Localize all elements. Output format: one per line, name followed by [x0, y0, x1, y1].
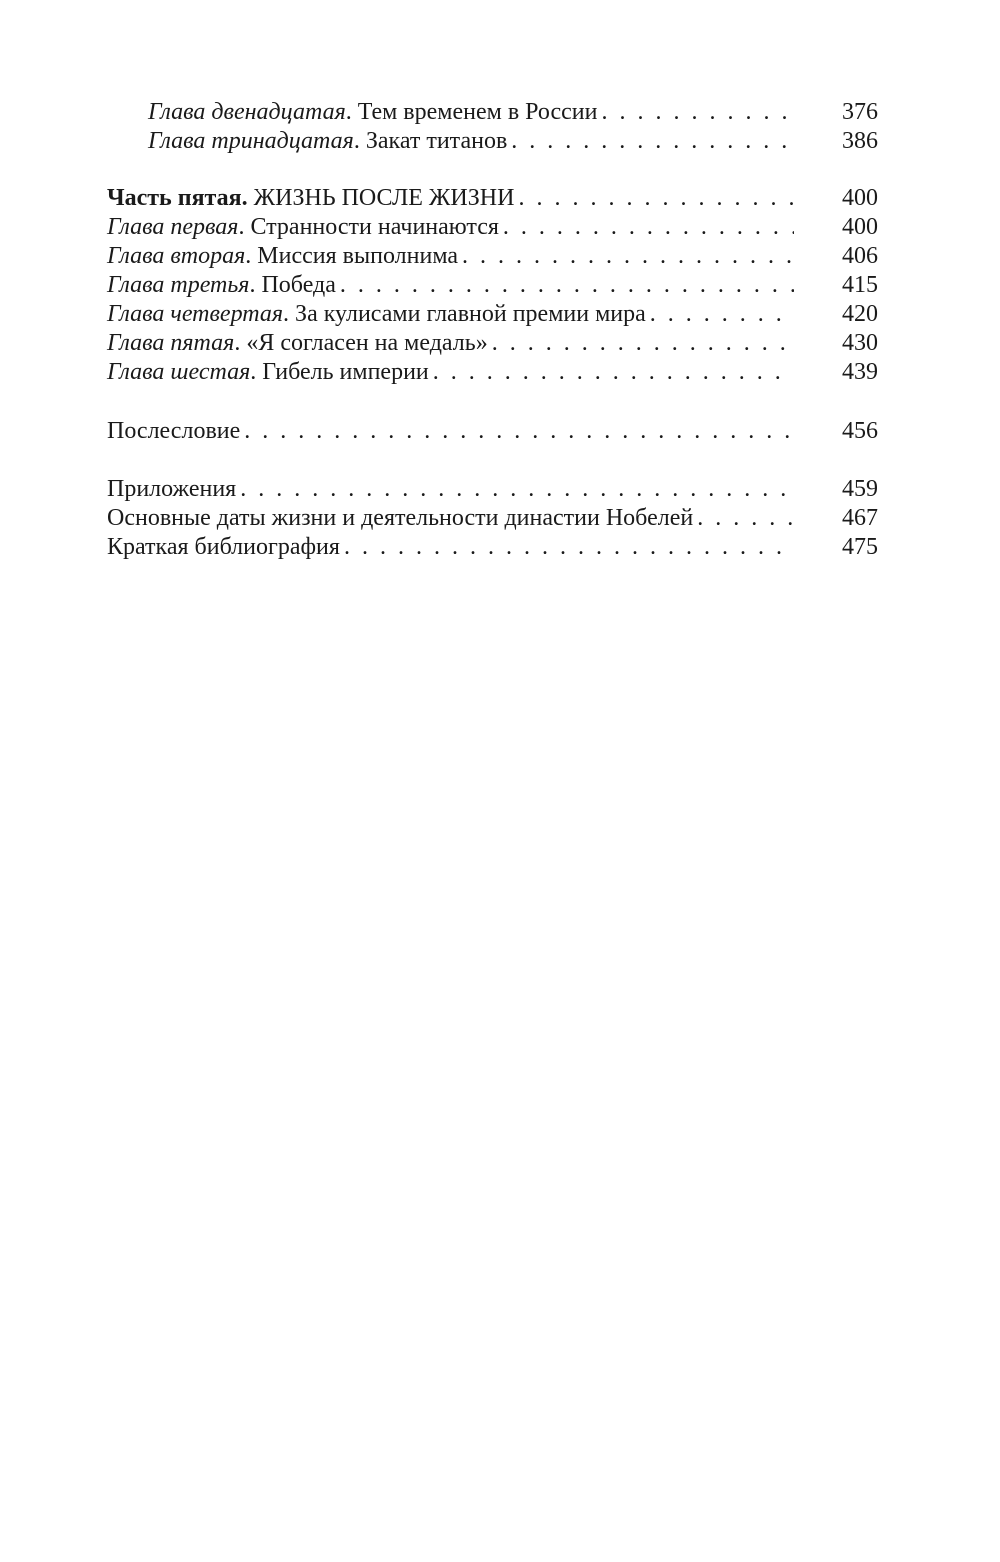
page-number: 400: [842, 214, 878, 240]
chapter-title: . Закат титанов: [353, 128, 508, 154]
chapter-title: . Миссия выполнима: [245, 243, 458, 269]
page-number: 475: [842, 534, 878, 560]
dot-leader: [601, 97, 794, 127]
toc-entry-chapter-3[interactable]: [107, 270, 798, 300]
chapter-label: Глава четвертая: [107, 301, 284, 327]
chapter-label: Глава третья: [107, 272, 250, 298]
page-number: 406: [842, 243, 878, 269]
chapter-title: . Гибель империи: [250, 359, 429, 385]
dot-leader: [492, 328, 794, 358]
dot-leader: [503, 212, 794, 242]
dot-leader: [650, 299, 794, 329]
dot-leader: [240, 474, 794, 504]
dot-leader: [340, 270, 794, 300]
toc-entry-chapter-12[interactable]: [148, 97, 798, 127]
chapter-label: Глава первая: [107, 214, 239, 240]
section-title: Приложения: [107, 476, 237, 502]
page-number: 459: [842, 476, 878, 502]
part-title: ЖИЗНЬ ПОСЛЕ ЖИЗНИ: [247, 185, 515, 211]
toc-entry-chapter-5[interactable]: [107, 328, 798, 358]
page-number: 456: [842, 418, 878, 444]
part-label: Часть пятая.: [107, 185, 248, 211]
toc-entry-chapter-1[interactable]: [107, 212, 798, 242]
chapter-label: Глава шестая: [107, 359, 251, 385]
dot-leader: [344, 532, 794, 562]
page-number: 439: [842, 359, 878, 385]
section-title: Основные даты жизни и деятельности династии Нобелей: [107, 505, 694, 531]
chapter-label: Глава вторая: [107, 243, 246, 269]
page-number: 376: [842, 99, 878, 125]
toc-entry-afterword[interactable]: [107, 416, 798, 446]
chapter-title: . Странности начинаются: [238, 214, 499, 240]
dot-leader: [462, 241, 794, 271]
toc-entry-chapter-2[interactable]: [107, 241, 798, 271]
dot-leader: [518, 183, 794, 213]
page-number: 415: [842, 272, 878, 298]
page-number: 400: [842, 185, 878, 211]
toc-entry-chapter-13[interactable]: [148, 126, 798, 156]
page-number: 467: [842, 505, 878, 531]
toc-entry-key-dates[interactable]: [107, 503, 798, 533]
toc-entry-chapter-6[interactable]: [107, 357, 798, 387]
chapter-title: . «Я согласен на медаль»: [234, 330, 488, 356]
dot-leader: [433, 357, 794, 387]
chapter-label: Глава двенадцатая: [148, 99, 346, 125]
chapter-label: Глава пятая: [107, 330, 235, 356]
toc-entry-appendices[interactable]: [107, 474, 798, 504]
toc-entry-bibliography[interactable]: [107, 532, 798, 562]
dot-leader: [697, 503, 794, 533]
dot-leader: [511, 126, 794, 156]
chapter-title: . Тем временем в России: [345, 99, 598, 125]
section-title: Краткая библиография: [107, 534, 340, 560]
chapter-label: Глава тринадцатая: [148, 128, 354, 154]
page-number: 386: [842, 128, 878, 154]
page-number: 420: [842, 301, 878, 327]
dot-leader: [244, 416, 794, 446]
chapter-title: . За кулисами главной премии мира: [283, 301, 646, 327]
toc-entry-part-5[interactable]: [107, 183, 798, 213]
page-number: 430: [842, 330, 878, 356]
toc-entry-chapter-4[interactable]: [107, 299, 798, 329]
chapter-title: . Победа: [249, 272, 336, 298]
section-title: Послесловие: [107, 418, 241, 444]
